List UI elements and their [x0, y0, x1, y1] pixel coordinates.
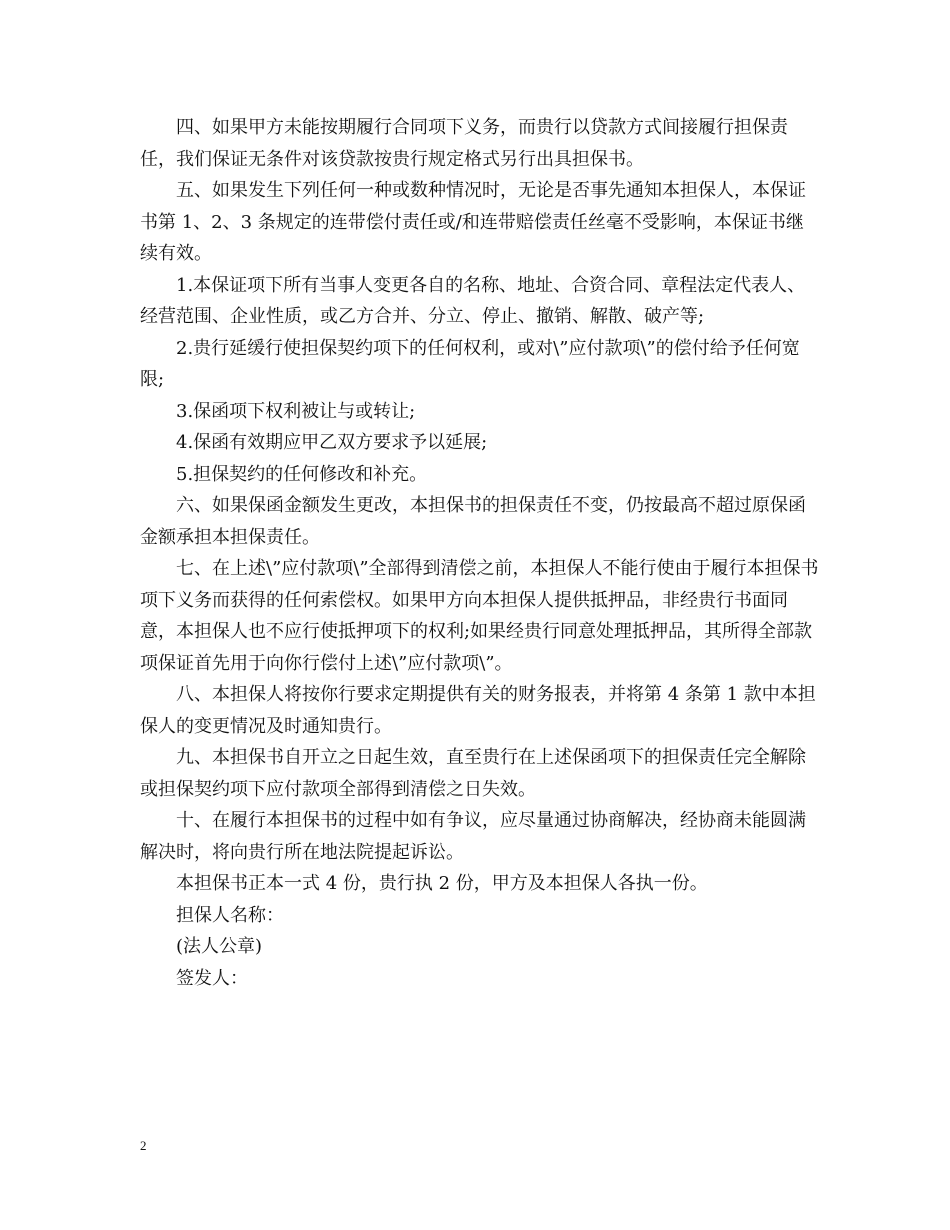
- paragraph-clause-10: 十、在履行本担保书的过程中如有争议，应尽量通过协商解决，经协商未能圆满解决时，将向贵行所在地法院提起诉讼。: [140, 810, 806, 863]
- paragraph-item-1: 1.本保证项下所有当事人变更各自的名称、地址、合资合同、章程法定代表人、经营范围、企业性质，或乙方合并、分立、停止、撤销、解散、破产等;: [140, 274, 806, 327]
- paragraph-item-5: 5.担保契约的任何修改和补充。: [176, 463, 428, 485]
- paragraph-clause-6: 六、如果保函金额发生更改，本担保书的担保责任不变，仍按最高不超过原保函金额承担本担保责任。: [140, 495, 806, 548]
- paragraph-item-3: 3.保函项下权利被让与或转让;: [176, 400, 416, 422]
- document-body: [140, 112, 820, 994]
- guarantor-name-label: 担保人名称：: [176, 904, 284, 926]
- paragraph-clause-5: 五、如果发生下列任何一种或数种情况时，无论是否事先通知本担保人，本保证书第 1、2、3 条规定的连带偿付责任或/和连带赔偿责任丝毫不受影响，本保证书继续有效。: [140, 180, 806, 264]
- paragraph-item-2: 2.贵行延缓行使担保契约项下的任何权利，或对\”应付款项\”的偿付给予任何宽限;: [140, 337, 800, 390]
- page-number: 2: [140, 1138, 147, 1153]
- paragraph-clause-7: 七、在上述\”应付款项\”全部得到清偿之前，本担保人不能行使由于履行本担保书项下义务而获得的任何索偿权。如果甲方向本担保人提供抵押品，非经贵行书面同意，本担保人也不应行使抵押项下的权利;如果经贵行同意处理抵押品，其所得全部款项保证首先用于向你行偿付上述\”应付款项\”。: [140, 558, 819, 674]
- paragraph-copies: 本担保书正本一式 4 份，贵行执 2 份，甲方及本担保人各执一份。: [176, 873, 708, 894]
- paragraph-clause-4: 四、如果甲方未能按期履行合同项下义务，而贵行以贷款方式间接履行担保责任，我们保证无条件对该贷款按贵行规定格式另行出具担保书。: [140, 117, 788, 170]
- signer-label: 签发人：: [176, 967, 248, 989]
- paragraph-clause-8: 八、本担保人将按你行要求定期提供有关的财务报表，并将第 4 条第 1 款中本担保人的变更情况及时通知贵行。: [140, 684, 816, 737]
- paragraph-item-4: 4.保函有效期应甲乙双方要求予以延展;: [176, 432, 488, 453]
- paragraph-clause-9: 九、本担保书自开立之日起生效，直至贵行在上述保函项下的担保责任完全解除或担保契约项下应付款项全部得到清偿之日失效。: [140, 747, 806, 800]
- company-seal-label: (法人公章): [176, 936, 263, 957]
